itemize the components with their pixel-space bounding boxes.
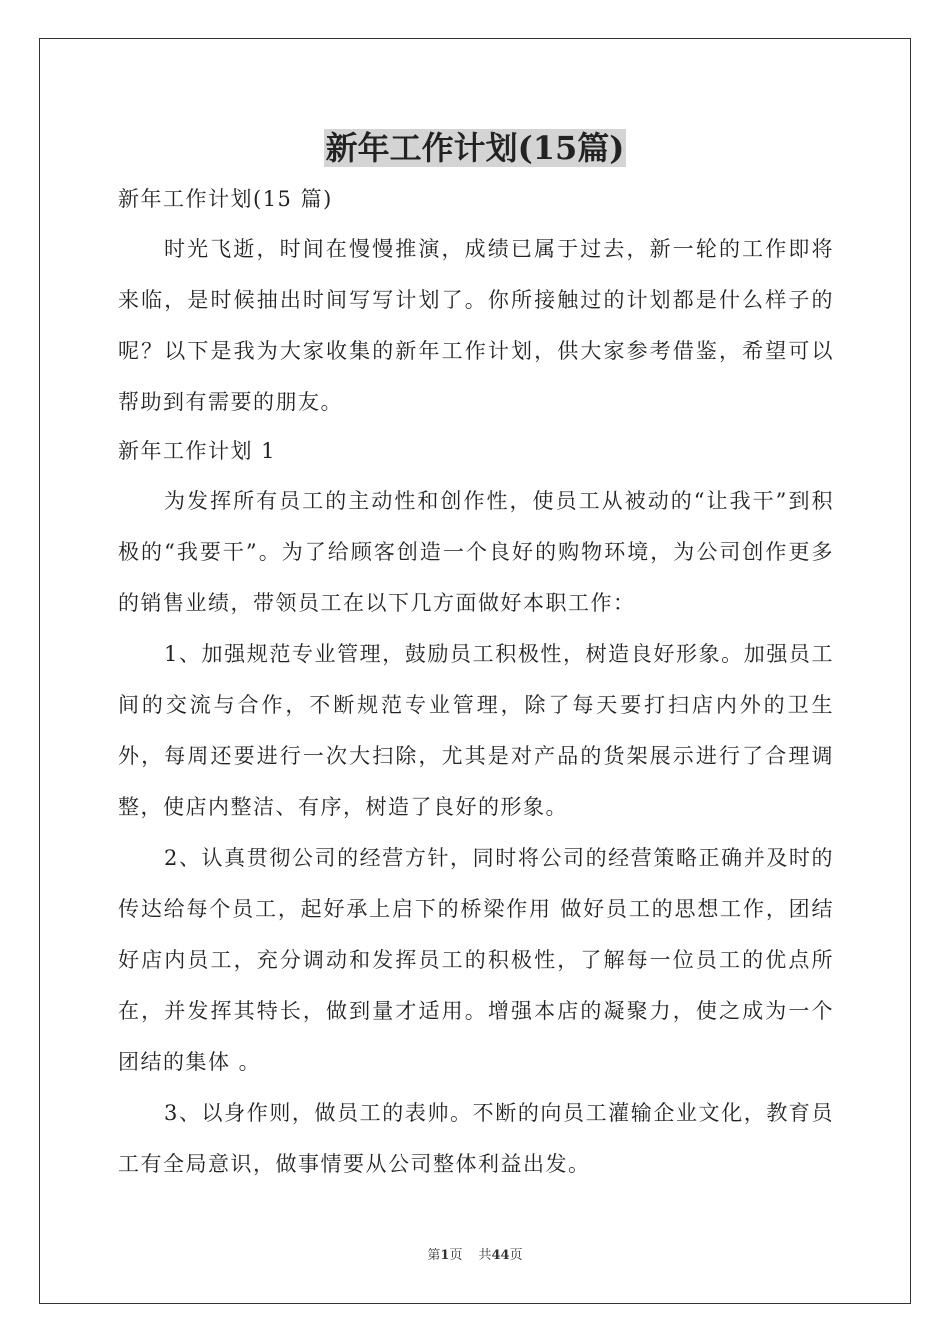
body-paragraph: 3、以身作则，做员工的表帅。不断的向员工灌输企业文化，教育员工有全局意识，做事情要从公司整体利益出发。 bbox=[118, 1101, 834, 1176]
intro-paragraph: 时光飞逝，时间在慢慢推演，成绩已属于过去，新一轮的工作即将来临，是时候抽出时间写写计划了。你所接触过的计划都是什么样子的呢？以下是我为大家收集的新年工作计划，供大家参考借鉴，希望可以帮助到有需要的朋友。 bbox=[118, 237, 834, 414]
document-title bbox=[0, 126, 950, 170]
document-body bbox=[118, 176, 834, 1190]
body-paragraph: 为发挥所有员工的主动性和创作性，使员工从被动的“让我干”到积极的“我要干”。为了给顾客创造一个良好的购物环境，为公司创作更多的销售业绩，带领员工在以下几方面做好本职工作： bbox=[118, 489, 834, 615]
body-paragraph: 1、加强规范专业管理，鼓励员工积极性，树造良好形象。加强员工间的交流与合作，不断规范专业管理，除了每天要打扫店内外的卫生外，每周还要进行一次大扫除，尤其是对产品的货架展示进行了合理调整，使店内整洁、有序，树造了良好的形象。 bbox=[118, 642, 834, 819]
section-heading: 新年工作计划 1 bbox=[118, 439, 277, 463]
total-suffix: 页 bbox=[509, 1248, 523, 1263]
document-title-text: 新年工作计划(15篇) bbox=[325, 129, 625, 167]
page-footer bbox=[0, 1244, 950, 1263]
page-prefix: 第 bbox=[427, 1248, 441, 1263]
total-pages: 44 bbox=[491, 1248, 510, 1263]
total-prefix: 共 bbox=[478, 1248, 492, 1263]
page-number: 1 bbox=[440, 1248, 450, 1263]
document-subtitle: 新年工作计划(15 篇) bbox=[118, 187, 333, 211]
body-paragraph: 2、认真贯彻公司的经营方针，同时将公司的经营策略正确并及时的传达给每个员工，起好承上启下的桥梁作用 做好员工的思想工作，团结好店内员工，充分调动和发挥员工的积极性，了解每一位员工的优点所在，并发挥其特长，做到量才适用。增强本店的凝聚力，使之成为一个团结的集体 。 bbox=[118, 846, 834, 1074]
page-suffix: 页 bbox=[449, 1248, 463, 1263]
